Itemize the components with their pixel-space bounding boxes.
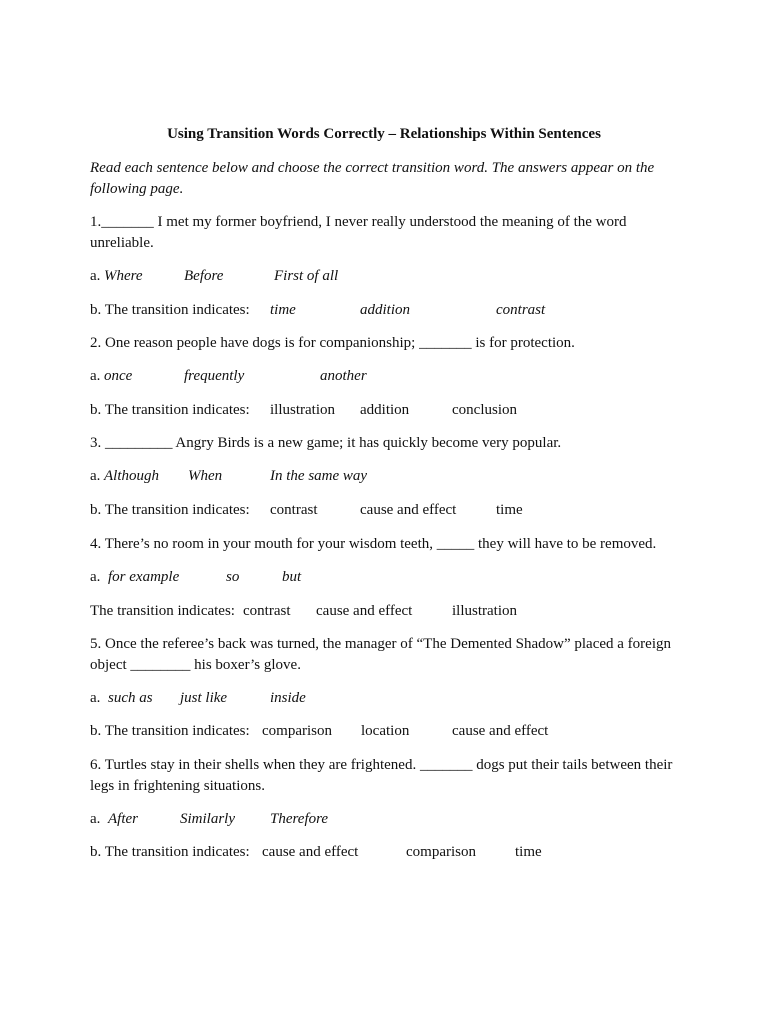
type-option: time xyxy=(496,502,523,518)
type-option: conclusion xyxy=(452,402,517,418)
question-1-sentence: 1._______ I met my former boyfriend, I never really understood the meaning of the word unreliable. xyxy=(90,214,627,251)
type-option: contrast xyxy=(243,603,291,619)
type-option: cause and effect xyxy=(360,502,457,518)
question-6-sentence: 6. Turtles stay in their shells when they are frightened. _______ dogs put their tails between their legs in frightening situations. xyxy=(90,757,673,794)
choice-option: just like xyxy=(180,690,228,706)
choice-option: once xyxy=(104,368,133,384)
choice-prefix: a. xyxy=(90,690,101,706)
choice-prefix: a. xyxy=(90,569,101,585)
type-prefix: b. The transition indicates: xyxy=(90,302,250,318)
type-option: time xyxy=(515,844,542,860)
choice-option: First of all xyxy=(274,268,339,284)
type-option: contrast xyxy=(270,502,318,518)
choice-prefix: a. xyxy=(90,368,101,384)
question-2-sentence: 2. One reason people have dogs is for companionship; _______ is for protection. xyxy=(90,335,575,351)
choice-option: but xyxy=(282,569,302,585)
type-prefix: The transition indicates: xyxy=(90,603,235,619)
choice-option: inside xyxy=(270,690,306,706)
choice-option: Therefore xyxy=(270,811,329,827)
choice-option: Where xyxy=(104,268,143,284)
question-3-sentence: 3. _________ Angry Birds is a new game; it has quickly become very popular. xyxy=(90,435,562,451)
choice-option: such as xyxy=(108,690,153,706)
choice-option: frequently xyxy=(184,368,245,384)
choice-prefix: a. xyxy=(90,468,101,484)
choice-option: When xyxy=(188,468,223,484)
worksheet-title: Using Transition Words Correctly – Relationships Within Sentences xyxy=(167,126,601,142)
choice-option: for example xyxy=(108,569,180,585)
choice-prefix: a. xyxy=(90,811,101,827)
choice-option: In the same way xyxy=(270,468,368,484)
choice-option: so xyxy=(226,569,240,585)
type-option: addition xyxy=(360,302,411,318)
type-option: cause and effect xyxy=(452,723,549,739)
type-prefix: b. The transition indicates: xyxy=(90,402,250,418)
type-option: cause and effect xyxy=(262,844,359,860)
type-option: illustration xyxy=(452,603,517,619)
choice-option: After xyxy=(108,811,138,827)
type-prefix: b. The transition indicates: xyxy=(90,723,250,739)
type-option: comparison xyxy=(262,723,332,739)
type-option: time xyxy=(270,302,296,318)
choice-option: Similarly xyxy=(180,811,235,827)
instructions: Read each sentence below and choose the correct transition word. The answers appear on the following page. xyxy=(90,160,655,197)
choice-prefix: a. xyxy=(90,268,101,284)
type-prefix: b. The transition indicates: xyxy=(90,844,250,860)
choice-option: Although xyxy=(104,468,159,484)
type-option: location xyxy=(361,723,410,739)
type-option: contrast xyxy=(496,302,546,318)
type-option: comparison xyxy=(406,844,476,860)
question-5-sentence: 5. Once the referee’s back was turned, the manager of “The Demented Shadow” placed a foreign object ________ his boxer’s glove. xyxy=(90,636,671,673)
type-option: cause and effect xyxy=(316,603,413,619)
choice-option: Before xyxy=(184,268,224,284)
question-4-sentence: 4. There’s no room in your mouth for your wisdom teeth, _____ they will have to be removed. xyxy=(90,536,657,552)
type-option: addition xyxy=(360,402,410,418)
type-prefix: b. The transition indicates: xyxy=(90,502,250,518)
type-option: illustration xyxy=(270,402,335,418)
choice-option: another xyxy=(320,368,367,384)
